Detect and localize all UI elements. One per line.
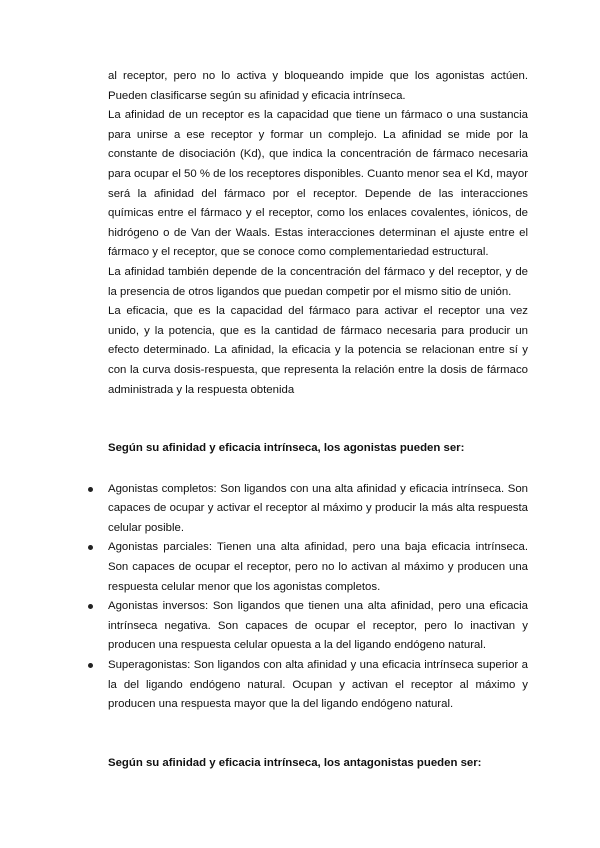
agonists-list	[108, 480, 528, 715]
bullet-icon	[88, 604, 93, 609]
list-item-text: Superagonistas: Son ligandos con alta afinidad y una eficacia intrínseca superior a la del ligando endógeno natural. Ocupan y activan el receptor al máximo y producen una respuesta mayor que la del ligando endógeno natural.	[108, 659, 528, 711]
list-item-inverse-agonists	[108, 597, 528, 656]
list-item-text: Agonistas parciales: Tienen una alta afinidad, pero una baja eficacia intrínseca. Son capaces de ocupar el receptor, pero no lo activan al máximo y producen una respuesta celular menor que los agonistas completos.	[108, 541, 528, 593]
paragraph-affinity-concentration: La afinidad también depende de la concentración del fármaco y del receptor, y de la presencia de otros ligandos que puedan competir por el mismo sitio de unión.	[108, 265, 528, 298]
bullet-icon	[88, 545, 93, 550]
bullet-icon	[88, 487, 93, 492]
antagonists-heading: Según su afinidad y eficacia intrínseca, los antagonistas pueden ser:	[108, 756, 482, 769]
paragraph-intro: al receptor, pero no lo activa y bloqueando impide que los agonistas actúen. Pueden clasificarse según su afinidad y eficacia intrínseca.	[108, 70, 528, 102]
list-item-superagonists	[108, 656, 528, 715]
page-content	[108, 67, 528, 773]
bullet-icon	[88, 663, 93, 668]
list-item-text: Agonistas completos: Son ligandos con una alta afinidad y eficacia intrínseca. Son capaces de ocupar y activar el receptor al máximo y producir la más alta respuesta celular posible.	[108, 482, 528, 534]
list-item-partial-agonists	[108, 538, 528, 597]
list-item-text: Agonistas inversos: Son ligandos que tienen una alta afinidad, pero una eficacia intrínseca negativa. Son capaces de ocupar el receptor, pero lo inactivan y producen una respuesta celular opuesta a la del ligando endógeno natural.	[108, 600, 528, 652]
paragraph-affinity: La afinidad de un receptor es la capacidad que tiene un fármaco o una sustancia para unirse a ese receptor y formar un complejo. La afinidad se mide por la constante de disociación (Kd), que indica la concentración de fármaco necesaria para ocupar el 50 % de los receptores disponibles. Cuanto menor sea el Kd, mayor será la afinidad del fármaco por el receptor. Depende de las interacciones químicas entre el fármaco y el receptor, como los enlaces covalentes, iónicos, de hidrógeno o de Van der Waals. Estas interacciones determinan el ajuste entre el fármaco y el receptor, que se conoce como complementariedad estructural.	[108, 109, 528, 259]
agonists-heading: Según su afinidad y eficacia intrínseca, los agonistas pueden ser:	[108, 442, 465, 455]
paragraph-efficacy: La eficacia, que es la capacidad del fármaco para activar el receptor una vez unido, y la potencia, que es la cantidad de fármaco necesaria para producir un efecto determinado. La afinidad, la eficacia y la potencia se relacionan entre sí y con la curva dosis-respuesta, que representa la relación entre la dosis de fármaco administrada y la respuesta obtenida	[108, 305, 528, 396]
list-item-full-agonists	[108, 480, 528, 539]
